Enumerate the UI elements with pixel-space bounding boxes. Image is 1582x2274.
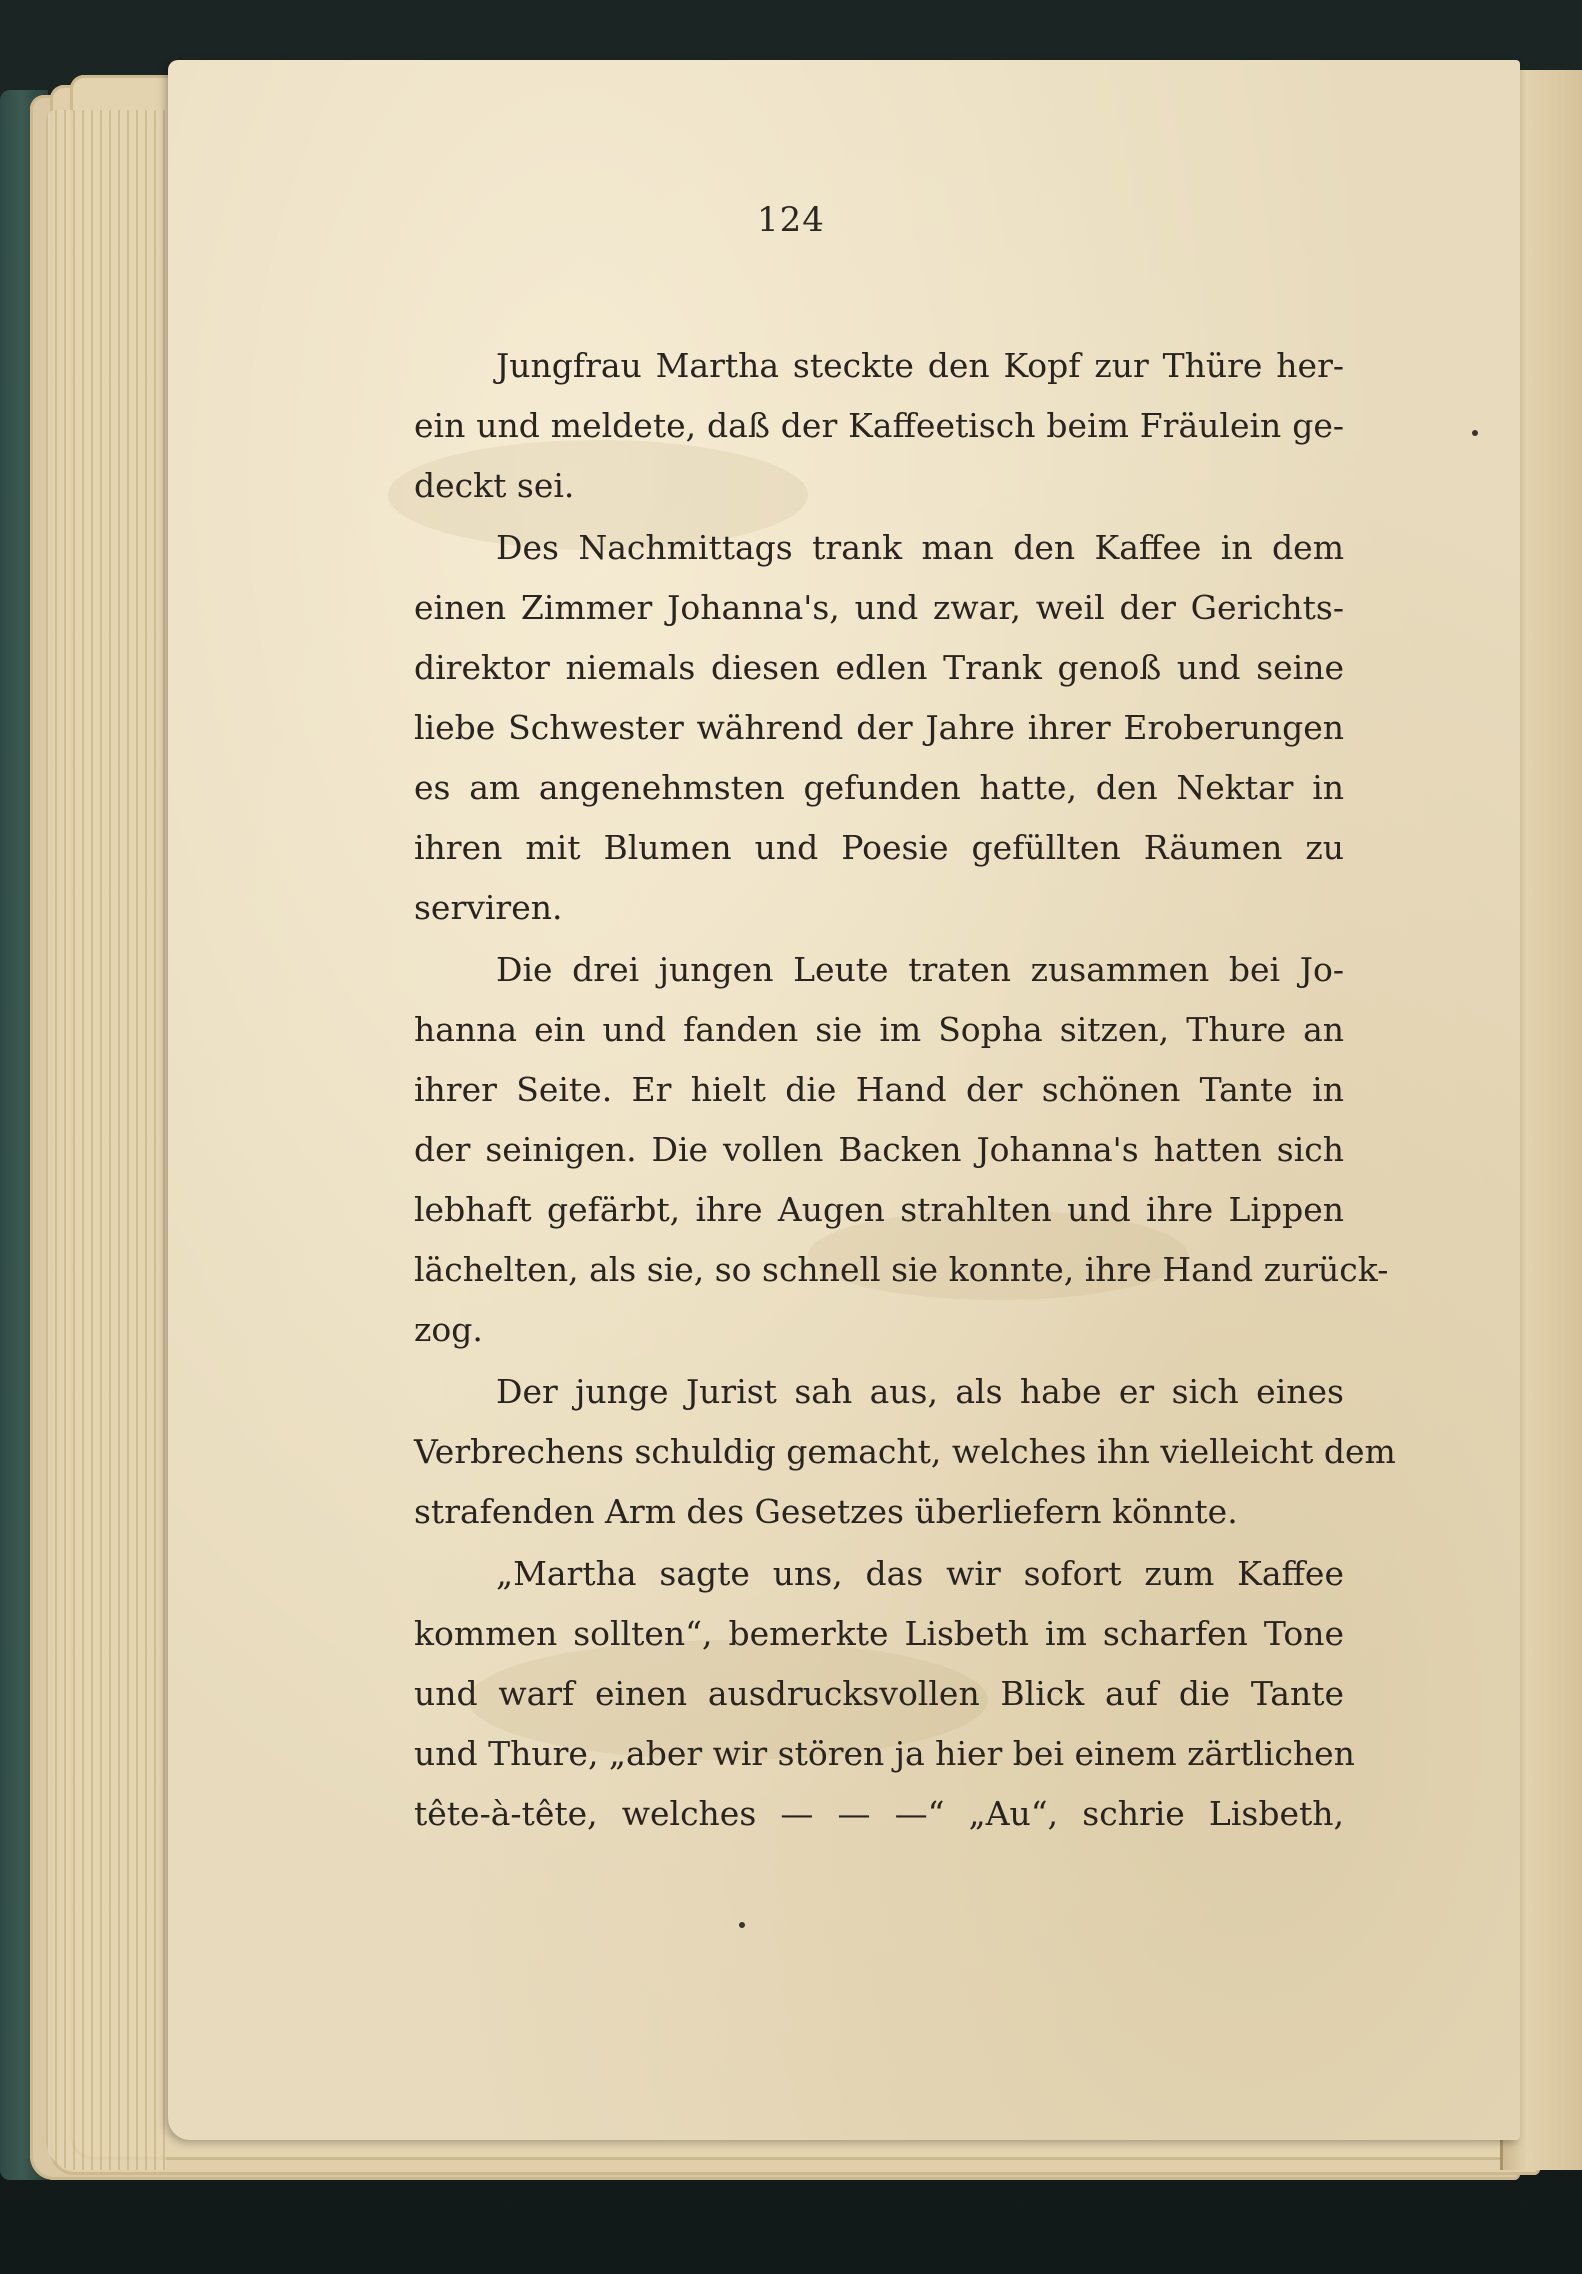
text-line: Die drei jungen Leute traten zusammen bei Jo-: [496, 950, 1344, 989]
page-edges-texture: [46, 110, 166, 2170]
ink-dot: [739, 1922, 745, 1928]
ink-dot: [1472, 430, 1478, 436]
text-line: strafenden Arm des Gesetzes überliefern könnte.: [414, 1492, 1238, 1531]
text-line: ihren mit Blumen und Poesie gefüllten Räumen zu: [414, 828, 1344, 867]
text-line: serviren.: [414, 888, 563, 927]
text-line: direktor niemals diesen edlen Trank genoß und seine: [414, 648, 1344, 687]
text-line: einen Zimmer Johanna's, und zwar, weil der Gerichts-: [414, 588, 1344, 627]
text-line: kommen sollten“, bemerkte Lisbeth im scharfen Tone: [414, 1614, 1344, 1653]
text-line: der seinigen. Die vollen Backen Johanna's hatten sich: [414, 1130, 1344, 1169]
text-line: „Martha sagte uns, das wir sofort zum Kaffee: [496, 1554, 1344, 1593]
text-line: ein und meldete, daß der Kaffeetisch beim Fräulein ge-: [414, 406, 1344, 445]
text-line: lebhaft gefärbt, ihre Augen strahlten und ihre Lippen: [414, 1190, 1344, 1229]
text-line: Der junge Jurist sah aus, als habe er sich eines: [496, 1372, 1344, 1411]
text-line: es am angenehmsten gefunden hatte, den Nektar in: [414, 768, 1344, 807]
text-line: deckt sei.: [414, 466, 575, 505]
text-line: liebe Schwester während der Jahre ihrer Eroberungen: [414, 708, 1344, 747]
text-line: lächelten, als sie, so schnell sie konnte, ihre Hand zurück-: [414, 1250, 1389, 1289]
text-line: und Thure, „aber wir stören ja hier bei einem zärtlichen: [414, 1734, 1355, 1773]
text-line: tête-à-tête, welches — — —“ „Au“, schrie Lisbeth,: [414, 1794, 1344, 1833]
text-line: und warf einen ausdrucksvollen Blick auf die Tante: [414, 1674, 1344, 1713]
text-line: ihrer Seite. Er hielt die Hand der schönen Tante in: [414, 1070, 1344, 1109]
text-line: zog.: [414, 1310, 483, 1349]
text-line: Jungfrau Martha steckte den Kopf zur Thüre her-: [496, 346, 1344, 385]
text-line: Verbrechens schuldig gemacht, welches ihn vielleicht dem: [414, 1432, 1396, 1471]
text-line: hanna ein und fanden sie im Sopha sitzen, Thure an: [414, 1010, 1344, 1049]
text-line: Des Nachmittags trank man den Kaffee in dem: [496, 528, 1344, 567]
page-number: 124: [757, 200, 825, 240]
